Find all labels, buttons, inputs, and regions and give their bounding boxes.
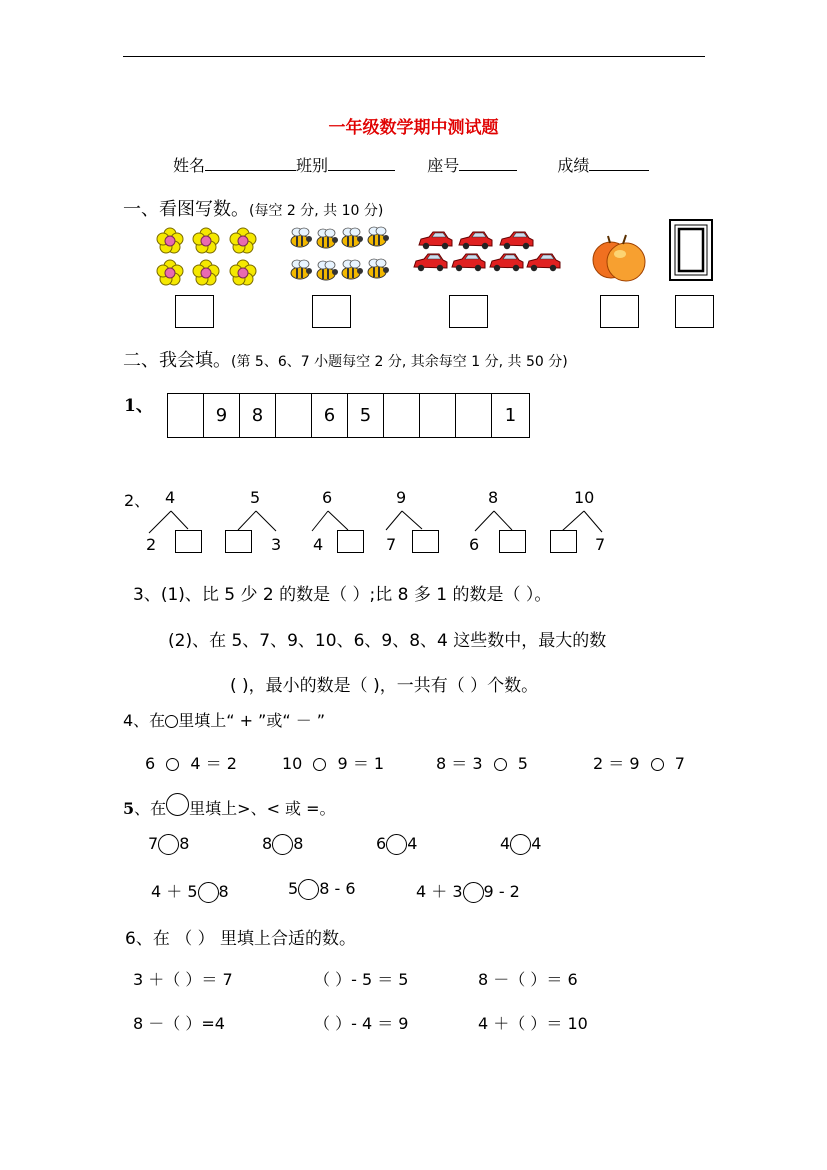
class-label: 班别 <box>296 156 329 175</box>
q4-operand: 6 <box>145 754 156 773</box>
q4-operand: 5 <box>517 754 528 773</box>
q5-operand: 4 <box>407 834 418 853</box>
operator-circle[interactable] <box>651 758 664 771</box>
q6-equation[interactable]: 4 ＋（ ）＝ 10 <box>478 1014 588 1033</box>
bond-top: 8 <box>488 488 499 507</box>
q5-operand: 4 <box>500 834 511 853</box>
bond-answer-box[interactable] <box>412 530 439 553</box>
section2-note: (第 5、6、7 小题每空 2 分, 其余每空 1 分, 共 50 分) <box>231 354 568 370</box>
q4-operand: 9 ＝ 1 <box>337 754 385 773</box>
q6-equation[interactable]: 8 －（ ）＝ 6 <box>478 970 578 989</box>
bond-top: 4 <box>165 488 176 507</box>
bond-top: 6 <box>322 488 333 507</box>
q3-part2: (2)、在 5、7、9、10、6、9、8、4 这些数中，最大的数 <box>168 631 607 651</box>
q4-item <box>436 751 528 774</box>
circle-icon <box>166 793 189 816</box>
bond-left: 2 <box>146 535 157 554</box>
bond-answer-box[interactable] <box>499 530 526 553</box>
q4-operand: 4 ＝ 2 <box>190 754 237 773</box>
q5-heading <box>123 793 336 819</box>
q5-item <box>500 834 541 855</box>
q5-operand: 7 <box>148 834 159 853</box>
q5-operand: 4 ＋ 3 <box>416 882 463 901</box>
compare-circle[interactable] <box>198 882 219 903</box>
q6-equation[interactable]: 8 －（ ）=4 <box>133 1014 225 1033</box>
q1-label: 1、 <box>124 396 153 416</box>
operator-circle[interactable] <box>313 758 326 771</box>
bond-answer-box[interactable] <box>550 530 577 553</box>
sequence-cell[interactable]: 1 <box>504 405 517 426</box>
sequence-cell[interactable]: 8 <box>240 394 276 437</box>
q5-operand: 8 <box>293 834 304 853</box>
q5-operand: 9 - 2 <box>483 882 520 901</box>
q3-part1: 3、(1)、比 5 少 2 的数是（ ）;比 8 多 1 的数是（ ）。 <box>133 585 552 605</box>
sequence-cell[interactable]: 6 <box>312 394 348 437</box>
q5-operand: 5 <box>288 879 299 898</box>
q5-operand: 8 - 6 <box>319 879 356 898</box>
bond-answer-box[interactable] <box>225 530 252 553</box>
q5-item <box>376 834 417 855</box>
bond-right: 3 <box>271 535 282 554</box>
operator-circle[interactable] <box>494 758 507 771</box>
bond-top: 9 <box>396 488 407 507</box>
bond-top: 10 <box>574 488 595 507</box>
q5-operand: 8 <box>179 834 190 853</box>
q4-heading-post: 里填上“ + ”或“ － ” <box>178 711 326 730</box>
q6-equation[interactable]: （ ）- 5 ＝ 5 <box>314 970 409 989</box>
q5-item <box>262 834 303 855</box>
q5-operand: 4 ＋ 5 <box>151 882 198 901</box>
q5-item <box>151 879 229 903</box>
bond-top: 5 <box>250 488 261 507</box>
q4-heading <box>123 708 325 731</box>
q6-equation[interactable]: 3 ＋（ ）＝ 7 <box>133 970 233 989</box>
q5-heading-pre: 、在 <box>134 799 167 818</box>
compare-circle[interactable] <box>386 834 407 855</box>
q4-operand: 2 ＝ 9 <box>593 754 640 773</box>
section1-title: 一、看图写数。 <box>123 199 249 220</box>
q3-part2-blanks: ( )，最小的数是（ )，一共有（ ）个数。 <box>230 676 539 696</box>
page-title: 一年级数学期中测试题 <box>328 118 499 138</box>
q4-item <box>593 751 685 774</box>
compare-circle[interactable] <box>272 834 293 855</box>
compare-circle[interactable] <box>510 834 531 855</box>
bond-answer-box[interactable] <box>337 530 364 553</box>
q5-operand: 8 <box>262 834 273 853</box>
section2-title: 二、我会填。 <box>123 350 231 371</box>
q5-operand: 4 <box>531 834 542 853</box>
operator-circle[interactable] <box>166 758 179 771</box>
q2-label: 2、 <box>124 491 151 510</box>
q4-operand: 8 ＝ 3 <box>436 754 483 773</box>
q5-operand: 6 <box>376 834 387 853</box>
q4-operand: 7 <box>674 754 685 773</box>
q4-item <box>145 751 237 774</box>
score-label: 成绩 <box>557 156 590 175</box>
circle-icon <box>165 715 178 728</box>
q5-number: 5 <box>123 799 135 818</box>
bond-left: 6 <box>469 535 480 554</box>
q5-item <box>148 834 189 855</box>
section1-note: (每空 2 分, 共 10 分) <box>249 203 384 219</box>
bond-right: 7 <box>595 535 606 554</box>
q6-equation[interactable]: （ ）- 4 ＝ 9 <box>314 1014 409 1033</box>
seat-label: 座号 <box>427 156 460 175</box>
bond-answer-box[interactable] <box>175 530 202 553</box>
name-label: 姓名 <box>173 156 206 175</box>
q5-operand: 8 <box>218 882 229 901</box>
q5-item <box>416 879 520 903</box>
q5-item <box>288 879 356 900</box>
q4-item <box>282 751 384 774</box>
sequence-cell[interactable]: 5 <box>348 394 384 437</box>
compare-circle[interactable] <box>463 882 484 903</box>
bond-left: 4 <box>313 535 324 554</box>
sequence-cell[interactable]: 9 <box>204 394 240 437</box>
q6-heading: 6、在 （ ） 里填上合适的数。 <box>125 929 357 949</box>
compare-circle[interactable] <box>298 879 319 900</box>
q5-heading-post: 里填上>、< 或 =。 <box>189 799 336 818</box>
bond-left: 7 <box>386 535 397 554</box>
compare-circle[interactable] <box>158 834 179 855</box>
q4-heading-pre: 4、在 <box>123 711 166 730</box>
q4-operand: 10 <box>282 754 303 773</box>
